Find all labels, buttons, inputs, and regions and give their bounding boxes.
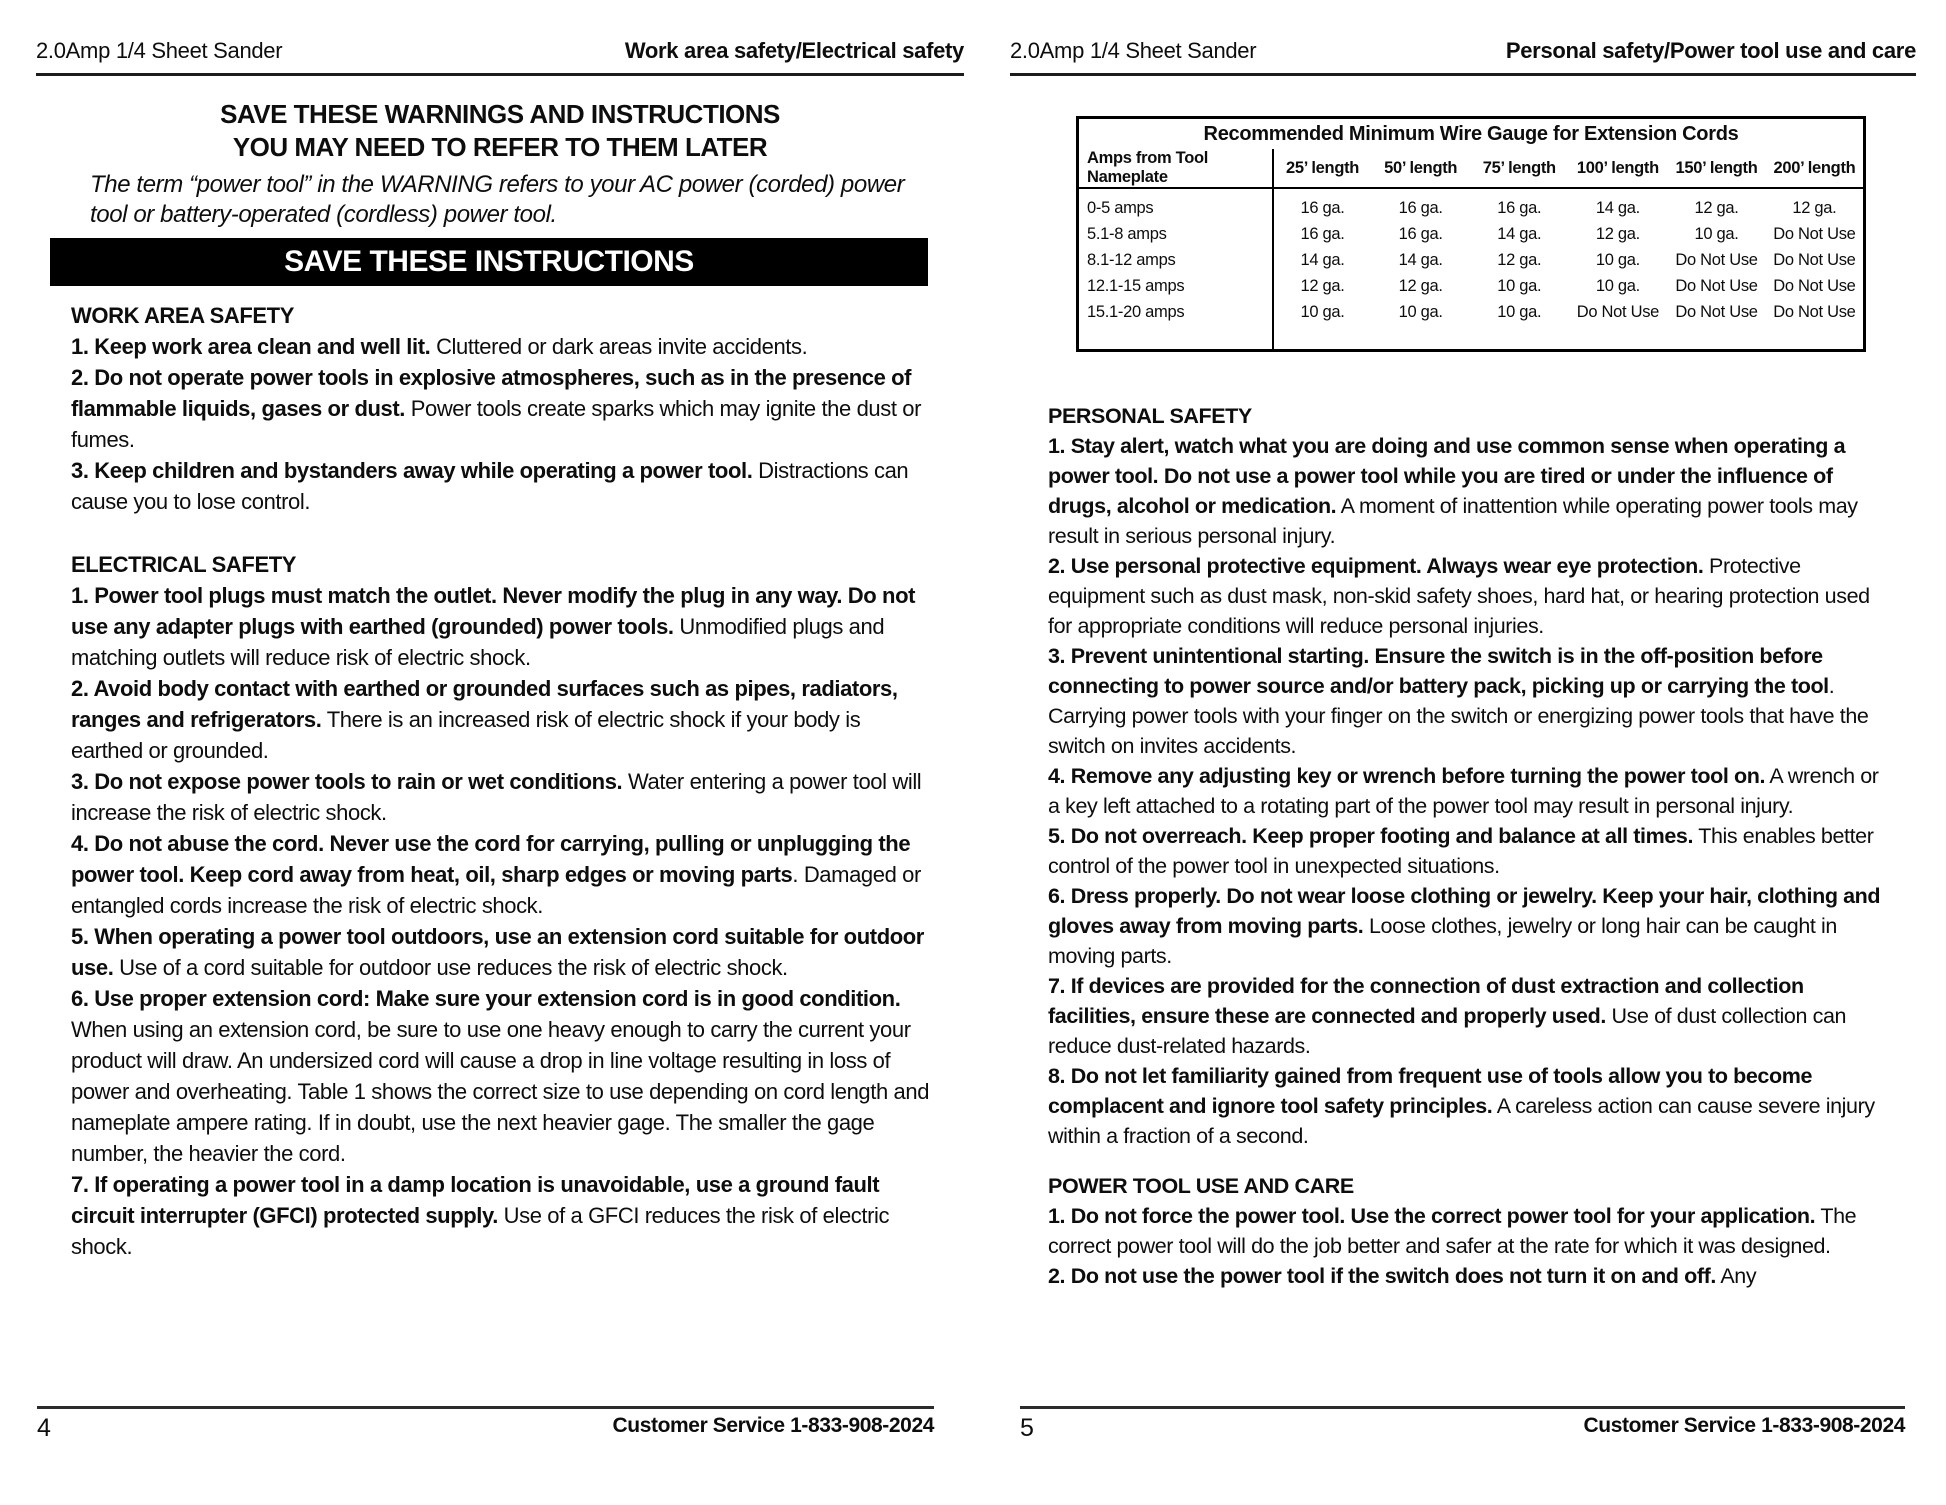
item-bold-lead: 7. If operating a power tool in a damp location is unavoidable, use a ground fault circuit interrupter (GFCI) protected supply. (71, 1172, 880, 1228)
safety-item: 4. Remove any adjusting key or wrench before turning the power tool on. A wrench or a key left attached to a rotating part of the power tool may result in personal injury. (1048, 764, 1879, 818)
right-page-body (1048, 401, 1890, 1291)
table-cell: 10 ga. (1595, 276, 1640, 295)
table-row (1078, 221, 1865, 247)
customer-service-text: Customer Service 1-833-908-2024 (612, 1414, 934, 1437)
safety-item: 7. If devices are provided for the connection of dust extraction and collection facilities, ensure these are connected and properly used. Use of dust collection can reduce dust-related hazards. (1048, 974, 1847, 1058)
table-cell: 14 ga. (1497, 224, 1542, 243)
safety-item: 2. Avoid body contact with earthed or grounded surfaces such as pipes, radiators, ranges and refrigerators. There is an increased risk of electric shock if your body is earthed or grounded. (71, 676, 898, 763)
item-bold-lead: 1. Keep work area clean and well lit. (71, 334, 431, 359)
spacer-cell (1078, 325, 1273, 351)
table-cell: 12 ga. (1497, 250, 1542, 269)
table-cell: 12 ga. (1398, 276, 1443, 295)
table-cell: Do Not Use (1576, 302, 1660, 321)
save-instructions-banner: SAVE THESE INSTRUCTIONS (50, 238, 928, 286)
spacer-cell (1273, 188, 1372, 195)
table-cell: 12 ga. (1300, 276, 1345, 295)
table-cell: 0-5 amps (1078, 195, 1273, 221)
page-footer (1020, 1406, 1905, 1443)
left-page-body (71, 300, 930, 1262)
item-bold-lead: 8. Do not let familiarity gained from frequent use of tools allow you to become complacent and ignore tool safety principles. (1048, 1064, 1812, 1118)
section-power-tool-use-and-care (1048, 1171, 1890, 1291)
item-bold-lead: 2. Do not use the power tool if the switch does not turn it on and off. (1048, 1264, 1716, 1288)
section-heading: ELECTRICAL SAFETY (71, 552, 297, 577)
page-number: 5 (1020, 1414, 1034, 1442)
table-row (1078, 247, 1865, 273)
manual-page-4 (36, 0, 964, 1505)
item-bold-lead: 4. Do not abuse the cord. Never use the cord for carrying, pulling or unplugging the power tool. Keep cord away from heat, oil, sharp edges or moving parts (71, 831, 911, 887)
safety-item: 1. Keep work area clean and well lit. Cluttered or dark areas invite accidents. (71, 334, 808, 359)
header-section-title: Work area safety/Electrical safety (624, 38, 964, 63)
column-header: 50’ length (1371, 149, 1470, 188)
item-bold-lead: 6. Use proper extension cord: Make sure your extension cord is in good condition. (71, 986, 901, 1011)
item-bold-lead: 3. Keep children and bystanders away while operating a power tool. (71, 458, 753, 483)
safety-item: 6. Dress properly. Do not wear loose clothing or jewelry. Keep your hair, clothing and gloves away from moving parts. Loose clothes, jewelry or long hair can be caught in moving parts. (1048, 884, 1881, 968)
section-heading: POWER TOOL USE AND CARE (1048, 1174, 1354, 1198)
table-cell: 16 ga. (1398, 198, 1443, 217)
safety-item: 2. Do not use the power tool if the switch does not turn it on and off. Any (1048, 1264, 1757, 1288)
table-cell: 10 ga. (1497, 276, 1542, 295)
table-cell: Do Not Use (1773, 302, 1856, 321)
item-bold-lead: 5. Do not overreach. Keep proper footing and balance at all times. (1048, 824, 1694, 848)
wire-gauge-table (1076, 116, 1866, 352)
spacer-cell (1569, 188, 1668, 195)
page-header (1010, 0, 1916, 76)
table-cell: 14 ga. (1595, 198, 1640, 217)
notice-line-2: YOU MAY NEED TO REFER TO THEM LATER (232, 132, 768, 162)
spacer-cell (1371, 325, 1470, 351)
spacer-cell (1569, 325, 1668, 351)
safety-item: 4. Do not abuse the cord. Never use the cord for carrying, pulling or unplugging the power tool. Keep cord away from heat, oil, sharp edges or moving parts. Damaged or entangled cords increase the risk of electric shock. (71, 831, 921, 918)
spacer-cell (1371, 188, 1470, 195)
table-cell: 5.1-8 amps (1078, 221, 1273, 247)
column-header: 75’ length (1470, 149, 1569, 188)
table-cell: 16 ga. (1497, 198, 1542, 217)
table-cell: 16 ga. (1300, 224, 1345, 243)
safety-item: 1. Power tool plugs must match the outlet. Never modify the plug in any way. Do not use any adapter plugs with earthed (grounded) power tools. Unmodified plugs and matching outlets will reduce risk of electric shock. (71, 583, 916, 670)
table-cell: 14 ga. (1398, 250, 1443, 269)
column-header: 200’ length (1766, 149, 1865, 188)
item-bold-lead: 2. Avoid body contact with earthed or grounded surfaces such as pipes, radiators, ranges and refrigerators. (71, 676, 898, 732)
safety-item: 2. Do not operate power tools in explosive atmospheres, such as in the presence of flammable liquids, gases or dust. Power tools create sparks which may ignite the dust or fumes. (71, 365, 922, 452)
section-heading: WORK AREA SAFETY (71, 303, 294, 328)
safety-item: 3. Prevent unintentional starting. Ensure the switch is in the off-position before connecting to power source and/or battery pack, picking up or carrying the tool. Carrying power tools with your finger on the switch or energizing power tools that have the switch on invites accidents. (1048, 644, 1869, 758)
header-section-title: Personal safety/Power tool use and care (1505, 38, 1916, 63)
item-bold-lead: 7. If devices are provided for the connection of dust extraction and collection facilities, ensure these are connected and properly used. (1048, 974, 1804, 1028)
section-electrical-safety (71, 549, 930, 1262)
spacer-cell (1766, 188, 1865, 195)
table-title: Recommended Minimum Wire Gauge for Extension Cords (1203, 122, 1739, 145)
table-cell: Do Not Use (1675, 250, 1758, 269)
item-bold-lead: 4. Remove any adjusting key or wrench before turning the power tool on. (1048, 764, 1766, 788)
table-cell: Do Not Use (1773, 276, 1856, 295)
table-cell: 12 ga. (1595, 224, 1640, 243)
page-number: 4 (37, 1414, 51, 1442)
table-cell: 10 ga. (1497, 302, 1542, 321)
spacer-cell (1470, 188, 1569, 195)
item-bold-lead: 1. Do not force the power tool. Use the correct power tool for your application. (1048, 1204, 1816, 1228)
table-cell: 10 ga. (1398, 302, 1443, 321)
table-cell: 16 ga. (1398, 224, 1443, 243)
safety-item: 2. Use personal protective equipment. Always wear eye protection. Protective equipment such as dust mask, non-skid safety shoes, hard hat, or hearing protection used for appropriate conditions will reduce personal injuries. (1048, 554, 1870, 638)
product-name: 2.0Amp 1/4 Sheet Sander (1010, 38, 1257, 63)
power-tool-definition-note: The term “power tool” in the WARNING refers to your AC power (corded) power tool or battery-operated (cordless) power tool. (90, 171, 905, 228)
table-cell: Do Not Use (1773, 224, 1856, 243)
item-bold-lead: 2. Do not operate power tools in explosive atmospheres, such as in the presence of flammable liquids, gases or dust. (71, 365, 912, 421)
table-cell: 10 ga. (1595, 250, 1640, 269)
table-cell: 16 ga. (1300, 198, 1345, 217)
page-header (36, 0, 964, 76)
section-personal-safety (1048, 401, 1890, 1151)
table-cell: 12 ga. (1694, 198, 1739, 217)
table-spacer-row (1078, 325, 1865, 351)
spacer-cell (1078, 188, 1273, 195)
page-footer (37, 1406, 934, 1443)
save-warnings-heading (36, 98, 964, 164)
table-cell: 12 ga. (1792, 198, 1837, 217)
item-bold-lead: 1. Stay alert, watch what you are doing and use common sense when operating a power tool. Do not use a power tool while you are tired or under the influence of drugs, alcohol or medication. (1048, 434, 1846, 518)
safety-item: 1. Stay alert, watch what you are doing and use common sense when operating a power tool. Do not use a power tool while you are tired or under the influence of drugs, alcohol or medication. A moment of inattention while operating power tools may result in serious personal injury. (1048, 434, 1858, 548)
table-cell: 10 ga. (1300, 302, 1345, 321)
item-bold-lead: 1. Power tool plugs must match the outlet. Never modify the plug in any way. Do not use any adapter plugs with earthed (grounded) power tools. (71, 583, 916, 639)
table-spacer-row (1078, 188, 1865, 195)
table-cell: Do Not Use (1675, 302, 1758, 321)
table-row (1078, 195, 1865, 221)
item-bold-lead: 5. When operating a power tool outdoors, use an extension cord suitable for outdoor use. (71, 924, 924, 980)
table-row (1078, 273, 1865, 299)
notice-line-1: SAVE THESE WARNINGS AND INSTRUCTIONS (220, 99, 780, 129)
column-header: 150’ length (1667, 149, 1766, 188)
spacer-cell (1667, 325, 1766, 351)
item-bold-lead: 2. Use personal protective equipment. Always wear eye protection. (1048, 554, 1704, 578)
table-title-row (1078, 118, 1865, 150)
item-bold-lead: 3. Do not expose power tools to rain or wet conditions. (71, 769, 623, 794)
table-cell: Do Not Use (1773, 250, 1856, 269)
table-cell: Do Not Use (1675, 276, 1758, 295)
spacer-cell (1470, 325, 1569, 351)
customer-service-text: Customer Service 1-833-908-2024 (1583, 1414, 1905, 1437)
table-cell: 10 ga. (1694, 224, 1739, 243)
item-bold-lead: 3. Prevent unintentional starting. Ensure the switch is in the off-position before connecting to power source and/or battery pack, picking up or carrying the tool (1048, 644, 1829, 698)
product-name: 2.0Amp 1/4 Sheet Sander (36, 38, 283, 63)
section-work-area-safety (71, 300, 930, 517)
column-header: 100’ length (1569, 149, 1668, 188)
column-header: 25’ length (1273, 149, 1372, 188)
table-cell: 8.1-12 amps (1078, 247, 1273, 273)
item-bold-lead: 6. Dress properly. Do not wear loose clothing or jewelry. Keep your hair, clothing and gloves away from moving parts. (1048, 884, 1881, 938)
safety-item: 5. Do not overreach. Keep proper footing and balance at all times. This enables better control of the power tool in unexpected situations. (1048, 824, 1874, 878)
table-header-row (1078, 149, 1865, 188)
spacer-cell (1667, 188, 1766, 195)
table-cell: 15.1-20 amps (1078, 299, 1273, 325)
spacer-cell (1766, 325, 1865, 351)
section-heading: PERSONAL SAFETY (1048, 404, 1252, 428)
safety-item: 7. If operating a power tool in a damp location is unavoidable, use a ground fault circuit interrupter (GFCI) protected supply. Use of a GFCI reduces the risk of electric shock. (71, 1172, 890, 1259)
table-cell: 12.1-15 amps (1078, 273, 1273, 299)
safety-item: 8. Do not let familiarity gained from frequent use of tools allow you to become complacent and ignore tool safety principles. A careless action can cause severe injury within a fraction of a second. (1048, 1064, 1875, 1148)
safety-item: 3. Keep children and bystanders away while operating a power tool. Distractions can cause you to lose control. (71, 458, 909, 514)
safety-item: 5. When operating a power tool outdoors, use an extension cord suitable for outdoor use. Use of a cord suitable for outdoor use reduces the risk of electric shock. (71, 924, 924, 980)
column-header: Amps from Tool Nameplate (1078, 149, 1273, 188)
table-cell: 14 ga. (1300, 250, 1345, 269)
safety-item: 6. Use proper extension cord: Make sure your extension cord is in good condition. When using an extension cord, be sure to use one heavy enough to carry the current your product will draw. An undersized cord will cause a drop in line voltage resulting in loss of power and overheating. Table 1 shows the correct size to use depending on cord length and nameplate ampere rating. If in doubt, use the next heavier gage. The smaller the gage number, the heavier the cord. (71, 986, 930, 1166)
manual-page-5 (1010, 0, 1916, 1505)
table-row (1078, 299, 1865, 325)
safety-item: 3. Do not expose power tools to rain or wet conditions. Water entering a power tool will increase the risk of electric shock. (71, 769, 922, 825)
safety-item: 1. Do not force the power tool. Use the correct power tool for your application. The correct power tool will do the job better and safer at the rate for which it was designed. (1048, 1204, 1857, 1258)
wire-gauge-table-container (1076, 116, 1916, 352)
spacer-cell (1273, 325, 1372, 351)
